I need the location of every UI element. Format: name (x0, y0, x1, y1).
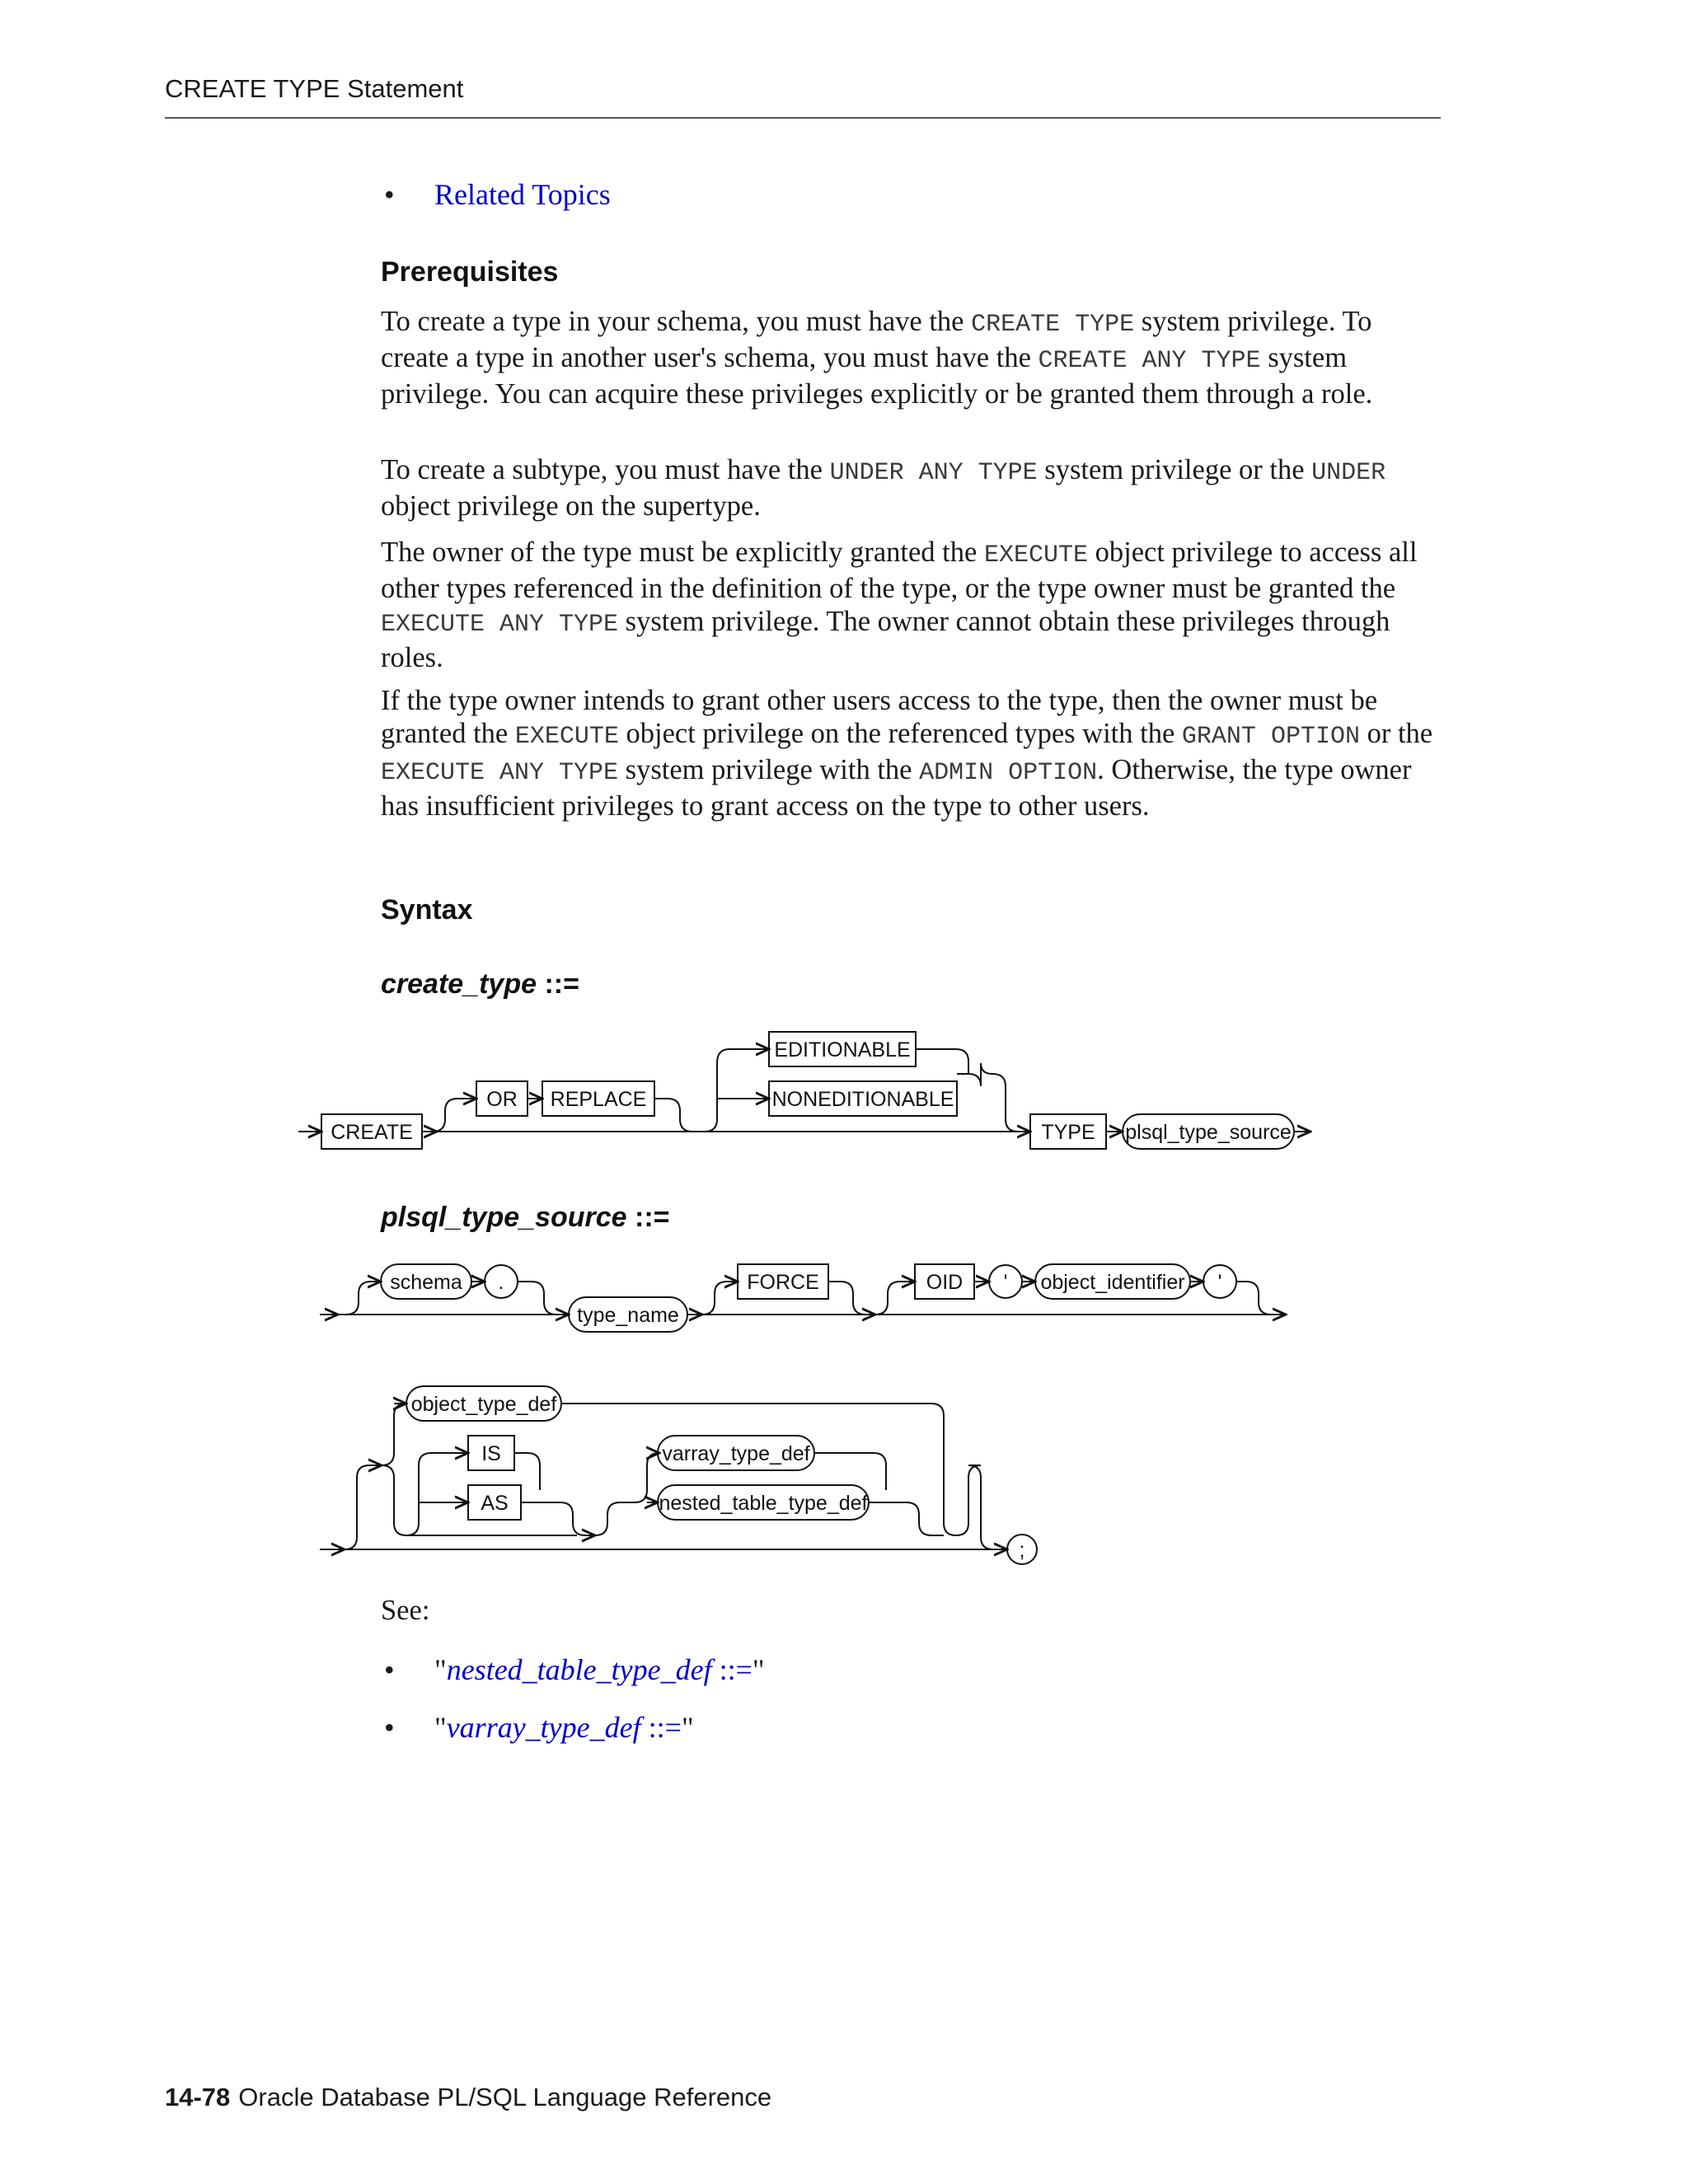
inline-keyword: EXECUTE (983, 541, 1088, 569)
as-keyword: AS (481, 1492, 509, 1515)
schema-label: schema (390, 1271, 462, 1294)
inline-keyword: EXECUTE (514, 723, 619, 751)
bullet-icon: • (384, 1653, 395, 1686)
rule-separator: ::= (544, 968, 579, 1000)
prerequisites-heading: Prerequisites (381, 256, 559, 288)
quote-label-1: ' (1003, 1271, 1008, 1294)
object-type-def-label: object_type_def (410, 1393, 557, 1416)
inline-keyword: EXECUTE ANY TYPE (381, 759, 619, 787)
semicolon-label: ; (1019, 1539, 1025, 1562)
or-keyword: OR (486, 1088, 518, 1111)
paragraph-subtype-privilege: To create a subtype, you must have the UNDER ANY TYPE system privilege or the UNDER object privilege on the supertype. (381, 454, 1386, 522)
inline-keyword: UNDER (1311, 459, 1386, 487)
paragraph-create-privilege: To create a type in your schema, you must have the CREATE TYPE system privilege. To create a type in another user's schema, you must have the CREATE ANY TYPE system privilege. You can acquire these privileges explicitly or be granted them through a role. (381, 306, 1373, 410)
diagram-labels (331, 1038, 1292, 1562)
plsql-type-source-label: plsql_type_source (1125, 1121, 1292, 1144)
object-identifier-label: object_identifier (1040, 1271, 1185, 1294)
running-head-title: CREATE TYPE Statement (165, 74, 464, 103)
page-number: 14-78 (165, 2083, 231, 2111)
paragraph-grant-option: If the type owner intends to grant other users access to the type, then the owner must be granted the EXECUTE object privilege on the referenced types with the GRANT OPTION or the EXECUTE ANY TYPE system privilege with the ADMIN OPTION. Otherwise, the type owner has insufficient privileges to grant access on the type to other users. (381, 685, 1433, 822)
replace-keyword: REPLACE (550, 1088, 647, 1111)
rule-name: plsql_type_source (381, 1202, 627, 1233)
inline-keyword: EXECUTE ANY TYPE (381, 611, 619, 639)
paragraph-execute-privilege: The owner of the type must be explicitly granted the EXECUTE object privilege to access all other types referenced in the definition of the type, or the type owner must be granted the EXECUTE ANY TYPE system privilege. The owner cannot obtain these privileges through roles. (381, 537, 1418, 673)
rule-separator: ::= (635, 1202, 670, 1233)
book-title: Oracle Database PL/SQL Language Reference (238, 2083, 772, 2111)
bullet-icon: • (384, 178, 395, 211)
type-name-label: type_name (577, 1304, 679, 1327)
inline-keyword: UNDER ANY TYPE (829, 459, 1038, 487)
related-topics-link[interactable]: Related Topics (434, 178, 611, 211)
rule-name: create_type (381, 968, 537, 1000)
inline-keyword: ADMIN OPTION (919, 759, 1098, 787)
syntax-heading: Syntax (381, 894, 473, 926)
see-label: See: (381, 1595, 430, 1626)
nested-table-type-def-label: nested_table_type_def (659, 1492, 868, 1515)
bullet-icon: • (384, 1711, 395, 1744)
varray-type-def-link[interactable]: "varray_type_def ::=" (434, 1711, 694, 1744)
oid-keyword: OID (926, 1271, 964, 1294)
page-footer (165, 2083, 771, 2112)
varray-type-def-label: varray_type_def (662, 1442, 810, 1465)
dot-label: . (498, 1271, 504, 1294)
force-keyword: FORCE (747, 1271, 819, 1294)
inline-keyword: GRANT OPTION (1181, 723, 1360, 751)
editionable-keyword: EDITIONABLE (774, 1038, 911, 1062)
type-keyword: TYPE (1041, 1121, 1095, 1144)
create-keyword: CREATE (331, 1121, 413, 1144)
quote-label-2: ' (1217, 1271, 1222, 1294)
is-keyword: IS (481, 1442, 501, 1465)
nested-table-type-def-link[interactable]: "nested_table_type_def ::=" (434, 1653, 765, 1686)
inline-keyword: CREATE TYPE (971, 311, 1135, 339)
inline-keyword: CREATE ANY TYPE (1038, 347, 1261, 375)
noneditionable-keyword: NONEDITIONABLE (771, 1088, 954, 1111)
